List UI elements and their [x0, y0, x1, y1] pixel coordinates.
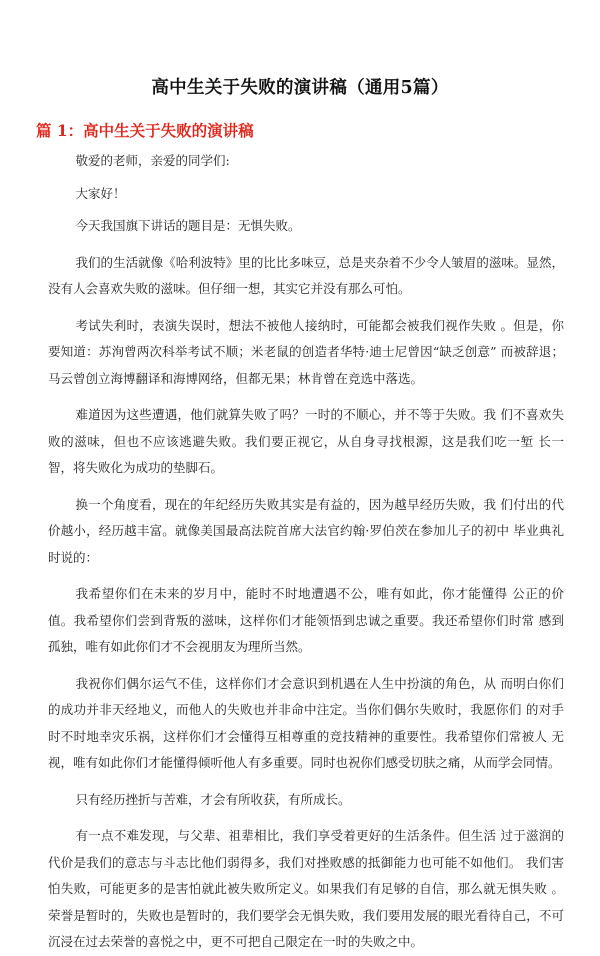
- paragraph-body: 我们的生活就像《哈利波特》里的比比多味豆，总是夹杂着不少令人皱眉的滋味。显然，没有人会喜欢失败的滋味。但仔细一想，其实它并没有那么可怕。: [48, 254, 564, 296]
- paragraph-body: 只有经历挫折与苦难，才会有所收获，有所成长。: [75, 791, 351, 807]
- paragraph-greeting: 敬爱的老师，亲爱的同学们:: [75, 153, 230, 168]
- paragraph-body: 换一个角度看，现在的年纪经历失败其实是有益的，因为越早经历失败，我 们付出的代价越小，经历越丰富。就像美国最高法院首席大法官约翰·罗伯茨在参加儿子的初中 毕业典礼时说的：: [48, 496, 564, 565]
- document-body: [48, 148, 564, 956]
- paragraph-hello: 大家好！: [75, 185, 126, 201]
- paragraph-quote: 我希望你们在未来的岁月中，能时不时地遭遇不公，唯有如此，你才能懂得 公正的价值。我希望你们尝到背叛的滋味，这样你们才能领悟到忠诚之重要。我还希望你们时常 感到孤独，唯有如此你们才不会视朋友为理所当然。: [48, 586, 564, 654]
- paragraph-body: 考试失利时，表演失误时，想法不被他人接纳时，可能都会被我们视作失败 。但是，你要知道：苏洵曾两次科举考试不顺；米老鼠的创造者华特·迪士尼曾因“缺乏创意” 而被辞退；马云曾创立海博翻译和海博网络，但都无果；林肯曾在竞选中落选。: [48, 317, 564, 386]
- paragraph-body: 有一点不难发现，与父辈、祖辈相比，我们享受着更好的生活条件。但生活 过于滋润的代价是我们的意志与斗志比他们弱得多，我们对挫败感的抵御能力也可能不如他们。 我们害怕失败，可能更多的是害怕就此被失败所定义。如果我们有足够的自信，那么就无惧失败 。荣誉是暂时的，失败也是暂时的，我们要学会无惧失败，我们要用发展的眼光看待自己，不可 沉浸在过去荣誉的喜悦之中，更不可把自己限定在一时的失败之中。: [48, 828, 564, 949]
- paragraph-quote: 我祝你们偶尔运气不佳，这样你们才会意识到机遇在人生中扮演的角色，从 而明白你们的成功并非天经地义，而他人的失败也并非命中注定。当你们偶尔失败时，我愿你们 的对手时不时地幸灾乐祸，这样你们才会懂得互相尊重的竞技精神的重要性。我希望你们常被人 无视，唯有如此你们才能懂得倾听他人有多重要。同时也祝你们感受切肤之痛，从而学会同情。: [48, 675, 564, 770]
- section-heading: 篇 1：高中生关于失败的演讲稿: [36, 121, 254, 140]
- document-title: 高中生关于失败的演讲稿（通用5篇）: [151, 78, 449, 98]
- paragraph-body: 难道因为这些遭遇，他们就算失败了吗？一时的不顺心，并不等于失败。我 们不喜欢失败的滋味，但也不应该逃避失败。我们要正视它，从自身寻找根源，这是我们吃一堑 长一智，将失败化为成功的垫脚石。: [48, 407, 564, 475]
- paragraph-topic: 今天我国旗下讲话的题目是：无惧失败。: [75, 218, 301, 233]
